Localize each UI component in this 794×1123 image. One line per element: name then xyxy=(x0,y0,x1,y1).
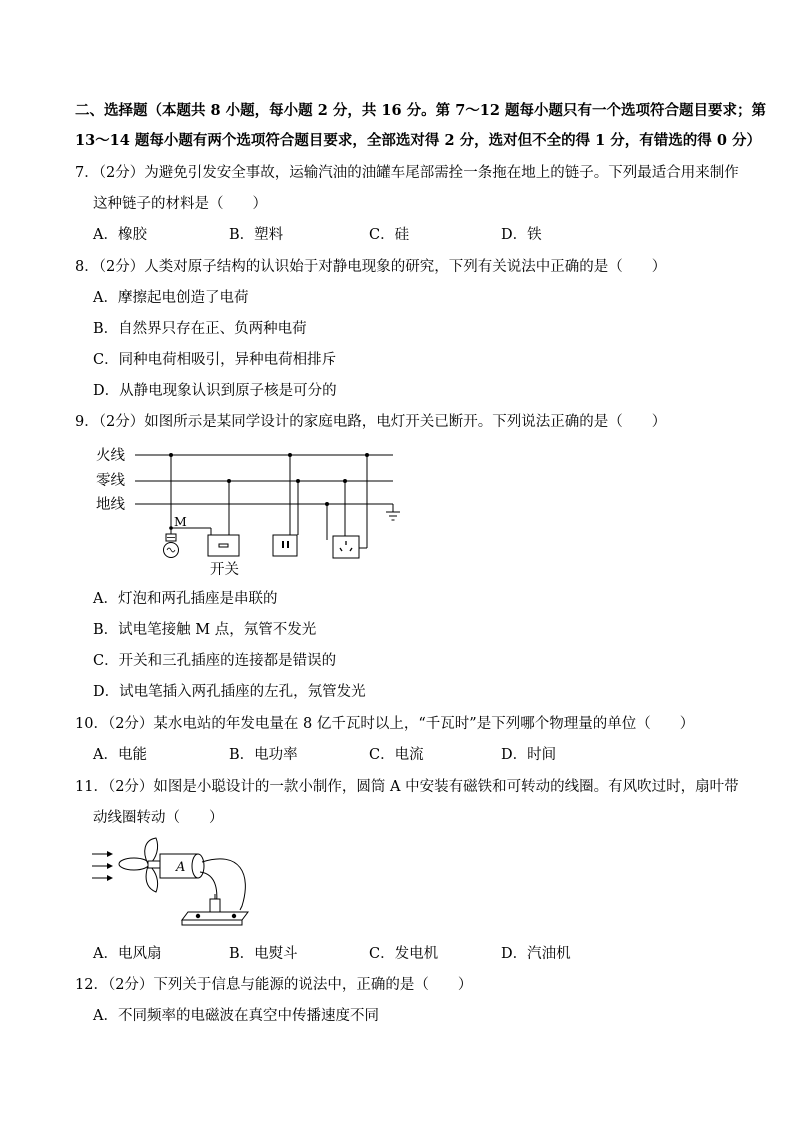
q10-stem: 10．（2分）某水电站的年发电量在 8 亿千瓦时以上，“千瓦时”是下列哪个物理量的单位（ ） xyxy=(75,716,695,732)
lamp-icon xyxy=(164,534,179,558)
q9-stem: 9．（2分）如图所示是某同学设计的家庭电路，电灯开关已断开。下列说法正确的是（ ） xyxy=(75,414,667,430)
q7-option-d: D．铁 xyxy=(501,227,542,243)
wind-arrows-icon xyxy=(92,851,113,881)
q11-options xyxy=(93,944,733,964)
q11-option-b: B．电熨斗 xyxy=(229,946,298,962)
q10-option-a: A．电能 xyxy=(93,747,147,763)
q9-option-d: D．试电笔插入两孔插座的左孔，氖管发光 xyxy=(93,684,366,700)
section-heading-line2: 13～14 题每小题有两个选项符合题目要求，全部选对得 2 分，选对但不全的得 1 分，有错选的得 0 分） xyxy=(75,132,761,149)
q11-stem-cont: 动线圈转动（ ） xyxy=(93,810,224,826)
q8-option-a: A．摩擦起电创造了电荷 xyxy=(93,290,249,306)
q11-option-a: A．电风扇 xyxy=(93,946,162,962)
q8-stem: 8．（2分）人类对原子结构的认识始于对静电现象的研究，下列有关说法中正确的是（ ） xyxy=(75,259,667,275)
q7-stem: 7．（2分）为避免引发安全事故，运输汽油的油罐车尾部需拴一条拖在地上的链子。下列最适合用来制作 xyxy=(75,165,739,181)
q11-option-c: C．发电机 xyxy=(369,946,439,962)
wind-generator-figure xyxy=(90,836,260,934)
cylinder-a-label: A xyxy=(176,860,186,875)
q8-option-c: C．同种电荷相吸引，异种电荷相排斥 xyxy=(93,352,337,368)
base-board-icon xyxy=(182,894,248,925)
light-switch-icon xyxy=(208,535,239,556)
q7-option-c: C．硅 xyxy=(369,227,410,243)
q12-stem: 12．（2分）下列关于信息与能源的说法中，正确的是（ ） xyxy=(75,977,473,993)
neutral-wire-label: 零线 xyxy=(96,473,125,489)
cylinder-a-icon xyxy=(160,854,204,878)
live-wire-label: 火线 xyxy=(96,448,125,464)
point-m-label: M xyxy=(174,514,187,529)
q7-stem-cont: 这种链子的材料是（ ） xyxy=(93,196,267,212)
q7-option-a: A．橡胶 xyxy=(93,227,147,243)
q8-option-d: D．从静电现象认识到原子核是可分的 xyxy=(93,383,337,399)
q9-option-c: C．开关和三孔插座的连接都是错误的 xyxy=(93,653,337,669)
household-circuit-diagram xyxy=(93,440,413,585)
q10-option-c: C．电流 xyxy=(369,747,424,763)
q8-option-b: B．自然界只存在正、负两种电荷 xyxy=(93,321,307,337)
two-hole-socket-icon xyxy=(273,535,297,556)
q11-option-d: D．汽油机 xyxy=(501,946,571,962)
section-heading-line1: 二、选择题（本题共 8 小题，每小题 2 分，共 16 分。第 7～12 题每小题只有一个选项符合题目要求；第 xyxy=(75,102,767,119)
q10-option-b: B．电功率 xyxy=(229,747,298,763)
q10-options xyxy=(93,745,733,765)
q12-option-a: A．不同频率的电磁波在真空中传播速度不同 xyxy=(93,1008,379,1024)
q9-option-b: B．试电笔接触 M 点，氖管不发光 xyxy=(93,622,317,638)
q10-option-d: D．时间 xyxy=(501,747,557,763)
q7-option-b: B．塑料 xyxy=(229,227,284,243)
ground-wire-label: 地线 xyxy=(96,497,125,513)
switch-label: 开关 xyxy=(210,562,239,578)
q7-options xyxy=(93,225,733,245)
fan-blade-icon xyxy=(119,838,160,892)
q11-stem: 11．（2分）如图是小聪设计的一款小制作，圆筒 A 中安装有磁铁和可转动的线圈。有风吹过时，扇叶带 xyxy=(75,779,739,795)
three-hole-socket-icon xyxy=(333,536,359,558)
q9-option-a: A．灯泡和两孔插座是串联的 xyxy=(93,591,278,607)
